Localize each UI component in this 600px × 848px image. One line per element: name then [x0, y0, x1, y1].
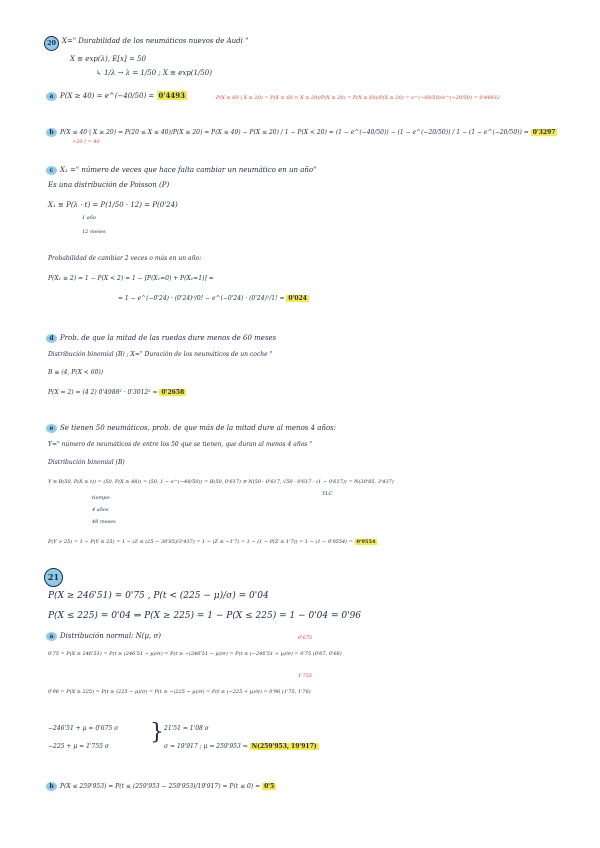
- p20-e-definition-2: Y=" número de neumáticos de entre los 50 que se tienen, que duran al menos 4 años ": [48, 441, 313, 448]
- p20-c-distribution: Es una distribución de Poisson (P): [48, 181, 170, 189]
- problem-21-badge: [44, 568, 63, 587]
- p21-a-solution-2: [164, 744, 319, 751]
- p21-a-equation-1: 0'75 = P(X ≥ 246'51) = P(t ≥ (246'51 − μ)/σ) = P(t ≥ −(246'51 − μ)/σ) = P(t ≤ (−246'51 + μ)/σ) = 0'75 (0'67, 0'68): [48, 651, 342, 657]
- p21-equation-1: P(X ≥ 246'51) = 0'75 , P(t < (225 − μ)/σ) = 0'04: [48, 591, 269, 601]
- p20-e-distribution: Distribución binomial (B): [48, 459, 125, 466]
- p20-e-equation-2-text: P(Y > 25) = 1 − P(Y ≤ 25) = 1 − (Z ≤ (25 − 30'85)/3'437) = 1 − (Z ≤ −1'7) = 1 − (1 − P(Z ≤ 1'7)) = 1 − (1 − 0'9554) =: [48, 539, 353, 545]
- p20-c-equation-2: P(X₁ ≥ 2) = 1 − P(X < 2) = 1 − [P(X₁=0) + P(X₁=1)] =: [48, 275, 214, 282]
- p21-part-b-label: b: [46, 782, 57, 791]
- p20-part-b: [46, 128, 557, 137]
- p21-a-red-note-1: 0'675: [298, 635, 313, 641]
- part-a-label: a: [46, 92, 57, 101]
- p20-c-note-months: 12 meses: [82, 229, 106, 235]
- p20-e-equation-2: [48, 540, 377, 546]
- p20-e-tlc: TLC: [322, 491, 333, 497]
- p20-part-e: [46, 424, 336, 433]
- p21-a-system-2: −225 + μ = 1'755 σ: [48, 743, 109, 750]
- p21-part-a-label: a: [46, 632, 57, 641]
- p20-e-definition-1: Se tienen 50 neumáticos, prob. de que más de la mitad dure al menos 4 años:: [60, 424, 337, 432]
- part-d-label: d: [46, 334, 57, 343]
- p21-a-red-note-2: 1'755: [298, 673, 313, 679]
- p20-e-result: 0'9554: [356, 539, 376, 545]
- part-e-label: e: [46, 424, 57, 433]
- p20-e-note-months: 48 meses: [92, 519, 116, 525]
- p20-e-equation-1: Y ≡ B(50, P(X ≥ t)) = (50, P(X ≥ 48)) = (50, 1 − e^(−48/50)) = B(50, 0'617) ≅ N(50 · 0'617, √50 · 0'617 · (1 − 0'617)) = N(30'85, 3'437): [48, 479, 394, 485]
- p20-c-equation-3: [118, 296, 309, 303]
- p20-a-side-work: P(X ≥ 60 | X ≥ 20) = P(X ≥ 60 ∩ X ≥ 20)/P(X ≥ 20) = P(X ≥ 60)/P(X ≥ 20) = e^(−60/50)/e^(−20/50) = 0'44932: [216, 95, 500, 101]
- p21-a-solution-2-text: σ = 19'917 ; μ = 259'953 ⇒: [164, 743, 248, 750]
- p20-a-equation: P(X ≥ 40) = e^(−40/50) =: [60, 92, 155, 100]
- p20-b-equation: P(X ≤ 40 | X ≥ 20) = P(20 ≤ X ≤ 40)/P(X ≥ 20) = P(X ≤ 40) − P(X ≤ 20) / 1 − P(X < 20) = (1 − e^(−40/50)) − (1 − e^(−20/50)) / 1 − (1 − e^(−20/50)) =: [60, 129, 529, 136]
- problem-20-number: 20: [46, 39, 57, 47]
- problem-21-number: 21: [47, 572, 60, 582]
- p21-a-system-1: −246'51 + μ = 0'675 σ: [48, 725, 119, 732]
- p20-c-probability-text: Probabilidad de cambiar 2 veces o más en un año:: [48, 255, 202, 262]
- p20-exp-line1: X ≡ exp(λ), E[x] = 50: [70, 55, 146, 63]
- p21-b-result: 0'5: [264, 783, 275, 790]
- p20-part-d: [46, 334, 276, 343]
- problem-20-badge: [44, 36, 59, 51]
- p20-exp-line2: ↳ 1/λ → λ = 1/50 ; X ≡ exp(1/50): [96, 69, 212, 77]
- p20-d-result: 0'2658: [161, 389, 185, 396]
- p21-part-a: [46, 632, 161, 641]
- p20-d-definition: Prob. de que la mitad de las ruedas dure menos de 60 meses: [60, 334, 277, 342]
- part-b-label: b: [46, 128, 57, 137]
- p20-e-note-years: 4 años: [92, 507, 109, 513]
- p20-b-result: 0'3297: [532, 129, 556, 136]
- p20-part-a: [46, 92, 187, 101]
- p21-b-equation: P(X ≤ 259'953) = P(t ≤ (259'953 − 259'953)/19'917) = P(t ≤ 0) =: [60, 783, 261, 790]
- p20-c-result: 0'024: [288, 295, 307, 302]
- p20-a-result: 0'4493: [158, 91, 186, 100]
- system-brace: }: [150, 720, 164, 745]
- p20-c-note-year: 1 año: [82, 215, 96, 221]
- p20-d-distribution: Distribución binomial (B) ; X=" Duración de los neumáticos de un coche ": [48, 351, 273, 358]
- p20-part-c: [46, 166, 316, 175]
- p21-a-result: N(259'953, 19'917): [251, 743, 317, 750]
- part-c-label: c: [46, 166, 57, 175]
- p20-d-equation-1: B ≡ (4, P(X < 60)): [48, 369, 104, 376]
- p20-c-equation-3-text: = 1 − e^(−0'24) · (0'24)⁰/0! − e^(−0'24) · (0'24)¹/1! =: [118, 295, 285, 302]
- p21-part-b: [46, 782, 276, 791]
- p20-e-note-time: tiempo: [92, 495, 110, 501]
- p21-equation-2: P(X ≤ 225) = 0'04 ⇒ P(X ≥ 225) = 1 − P(X ≤ 225) = 1 − 0'04 = 0'96: [48, 611, 362, 621]
- p20-b-note: +20 / = 40: [72, 139, 100, 145]
- p20-definition: X=" Durabilidad de los neumáticos nuevos de Audi ": [62, 37, 249, 45]
- p20-d-equation-2-text: P(X = 2) = (4 2) 0'4988² · 0'3012² =: [48, 389, 158, 396]
- p20-c-equation: X₁ ≡ P(λ · t) = P(1/50 · 12) = P(0'24): [48, 201, 178, 209]
- p20-c-definition: X₁ =" número de veces que hace falta cambiar un neumático en un año": [60, 166, 317, 174]
- p21-a-equation-2: 0'96 = P(X ≥ 225) = P(t ≥ (225 − μ)/σ) = P(t ≥ −(225 − μ)/σ) = P(t ≤ (−225 + μ)/σ) = 0'96 (1'75, 1'76): [48, 689, 311, 695]
- p21-a-solution-1: 21'51 = 1'08 σ: [164, 725, 209, 732]
- p20-d-equation-2: [48, 390, 186, 397]
- p21-a-distribution: Distribución normal: N(μ, σ): [60, 632, 162, 640]
